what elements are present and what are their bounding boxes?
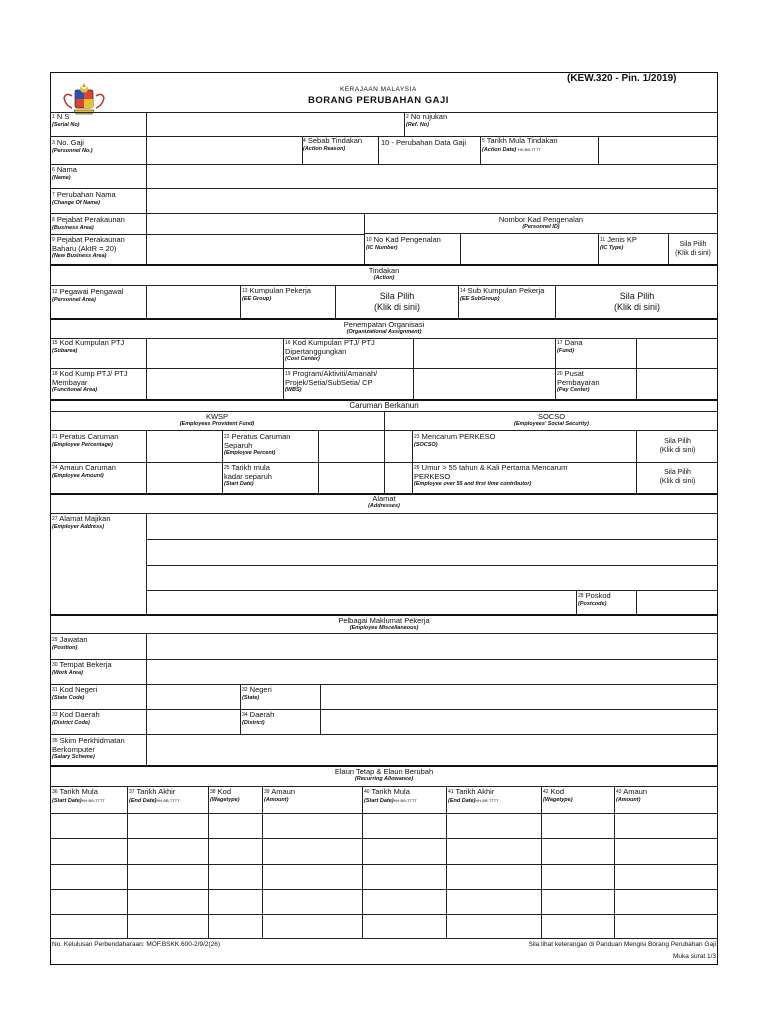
socso-contribute-dropdown[interactable]: Sila Pilih (Klik di sini) <box>659 438 696 454</box>
personnel-no-label: $^3$ No. Gaji (Personnel No.) <box>52 138 93 154</box>
ic-type-label: $^{11}$ Jenis KP (IC Type) <box>600 235 637 251</box>
over-55-label: $^{26}$ Umur > 55 tahun & Kali Pertama Mencarum PERKESO (Employee over 55 and first time contributor) <box>414 463 568 487</box>
page-number: Muka surat 1/3 <box>673 953 716 960</box>
functional-area-label: $^{18}$ Kod Kump PTJ/ PTJ Membayar (Functional Area) <box>52 369 128 393</box>
salary-scheme-label: $^{35}$ Skim Perkhidmatan Berkomputer (Salary Scheme) <box>52 736 125 760</box>
state-label: $^{32}$ Negeri (State) <box>242 685 272 701</box>
salary-scheme-field[interactable] <box>147 735 717 764</box>
position-label: $^{29}$ Jawatan (Position) <box>52 635 88 651</box>
serial-no-field[interactable] <box>147 113 403 135</box>
employer-address-line-2[interactable] <box>147 540 717 564</box>
personnel-area-label: $^{12}$ Pegawai Pengawal (Personnel Area) <box>52 287 124 303</box>
form-title: BORANG PERUBAHAN GAJI <box>308 95 449 106</box>
employee-amount-label: $^{24}$ Amaun Caruman (Employee Amount) <box>52 463 116 479</box>
over-55-dropdown[interactable]: Sila Pilih (Klik di sini) <box>659 469 696 485</box>
postcode-label: $^{28}$ Poskod (Postcode) <box>578 591 611 607</box>
allowance-wagetype-header-1: $^{38}$ Kod (Wagetype) <box>210 787 240 803</box>
change-of-name-field[interactable] <box>147 189 717 212</box>
work-area-label: $^{30}$ Tempat Bekerja (Work Area) <box>52 660 112 676</box>
employee-percent-half-label: $^{22}$ Peratus Caruman Separuh (Employee Percent) <box>224 432 291 456</box>
ee-group-label: $^{13}$ Kumpulan Pekerja (EE Group) <box>242 286 311 302</box>
fund-label: $^{17}$ Dana (Fund) <box>557 338 583 354</box>
ic-number-field[interactable] <box>461 234 597 263</box>
employer-address-line-1[interactable] <box>147 514 717 538</box>
subarea-label: $^{15}$ Kod Kumpulan PTJ (Subarea) <box>52 338 125 354</box>
state-code-label: $^{31}$ Kod Negeri (State Code) <box>52 685 98 701</box>
business-area-label: $^8$ Pejabat Perakaunan (Business Area) <box>52 215 125 231</box>
personnel-area-field[interactable] <box>147 286 239 317</box>
half-rate-start-date-label: $^{25}$ Tarikh mula kadar separuh (Start Date) <box>224 463 272 487</box>
district-label: $^{34}$ Daerah (District) <box>242 710 275 726</box>
pay-center-label: $^{20}$ Pusat Pembayaran (Pay Center) <box>557 369 600 393</box>
personnel-id-heading: Nombor Kad Pengenalan (Personnel ID) <box>498 215 584 230</box>
postcode-field[interactable] <box>637 591 717 613</box>
allowance-end-date-header-2: $^{41}$ Tarikh Akhir (End Date)HH.BB.TTTT <box>448 787 499 804</box>
action-date-label: $^5$ Tarikh Mula Tindakan (Action Date) HH.BB.TTTT <box>482 136 558 153</box>
employer-address-label: $^{27}$ Alamat Majikan (Employer Address) <box>52 514 111 530</box>
allowance-start-date-header-1: $^{36}$ Tarikh Mula (Start Date)HH.BB.TTTT <box>52 787 105 804</box>
addresses-heading: Alamat (Addresses) <box>368 494 400 509</box>
employer-address-line-3[interactable] <box>147 566 717 589</box>
cost-center-label: $^{16}$ Kod Kumpulan PTJ/ PTJ Dipertanggungkan (Cost Center) <box>285 338 375 362</box>
work-area-field[interactable] <box>147 660 717 683</box>
employee-misc-heading: Pelbagai Maklumat Pekerja (Employee Miscellaneous) <box>338 616 430 631</box>
org-assignment-heading: Penempatan Organisasi (Organizational Assignment) <box>343 320 425 335</box>
ic-number-label: $^{10}$ No Kad Pengenalan (IC Number) <box>366 235 441 251</box>
ic-type-dropdown[interactable]: Sila Pilih (Klik di sini) <box>675 241 711 257</box>
wbs-label: $^{19}$ Program/Aktiviti/Amanah/ Projek/Setia/SubSetia/ CP (WBS) <box>285 369 378 393</box>
form-code: (KEW.320 - Pin. 1/2019) <box>567 73 677 84</box>
position-field[interactable] <box>147 634 717 658</box>
treasury-approval-no: No. Kelulusan Perbendaharaan: MOF.BSKK.600-2/9/2(26) <box>52 941 221 948</box>
district-code-label: $^{33}$ Kod Daerah (District Code) <box>52 710 100 726</box>
allowance-amount-header-2: $^{43}$ Amaun (Amount) <box>616 787 647 803</box>
allowance-end-date-header-1: $^{37}$ Tarikh Akhir (End Date)HH.BB.TTTT <box>129 787 180 804</box>
name-field[interactable] <box>147 165 717 187</box>
business-area-field[interactable] <box>147 214 363 233</box>
allowance-amount-header-1: $^{39}$ Amaun (Amount) <box>264 787 295 803</box>
new-business-area-label: $^9$ Pejabat Perakaunan Baharu (AktR = 20) (New Business Area) <box>52 235 125 259</box>
action-reason-label: $^4$ Sebab Tindakan (Action Reason) <box>303 136 363 152</box>
allowance-wagetype-header-2: $^{42}$ Kod (Wagetype) <box>543 787 573 803</box>
allowance-heading: Elaun Tetap & Elaun Berubah (Recurring Allowance) <box>334 767 434 782</box>
government-label: KERAJAAN MALAYSIA <box>340 86 417 93</box>
socso-heading: SOCSO (Employees' Social Security) <box>514 412 589 427</box>
personnel-no-field[interactable] <box>147 137 301 163</box>
allowance-start-date-header-2: $^{40}$ Tarikh Mula (Start Date)HH.BB.TTTT <box>364 787 417 804</box>
statutory-contribution-heading: Caruman Berkanun <box>349 401 419 410</box>
ee-subgroup-dropdown[interactable]: Sila Pilih (Klik di sini) <box>613 291 660 312</box>
action-date-field[interactable] <box>599 137 717 163</box>
kwsp-heading: KWSP (Employees Provident Fund) <box>179 412 255 427</box>
socso-contribute-label: $^{23}$ Mencarum PERKESO (SOCSO) <box>414 432 496 448</box>
ee-subgroup-label: $^{14}$ Sub Kumpulan Pekerja (EE SubGroup) <box>460 286 545 302</box>
guide-note: Sila lihat keterangan di Panduan Mengisi Borang Perubahan Gaji <box>528 941 716 948</box>
new-business-area-field[interactable] <box>147 235 363 263</box>
employee-percentage-label: $^{21}$ Peratus Caruman (Employee Percentage) <box>52 432 119 448</box>
serial-no-label: $^1$ N S (Serial No) <box>52 112 80 128</box>
action-heading: Tindakan (Action) <box>368 266 400 281</box>
change-of-name-label: $^7$ Perubahan Nama (Change Of Name) <box>52 190 116 206</box>
action-reason-value[interactable]: 10 - Perubahan Data Gaji <box>381 138 467 147</box>
name-label: $^6$ Nama (Name) <box>52 165 77 181</box>
ref-no-label: $^2$ No rujukan (Ref. No) <box>406 112 448 128</box>
ee-group-dropdown[interactable]: Sila Pilih (Klik di sini) <box>373 291 420 312</box>
